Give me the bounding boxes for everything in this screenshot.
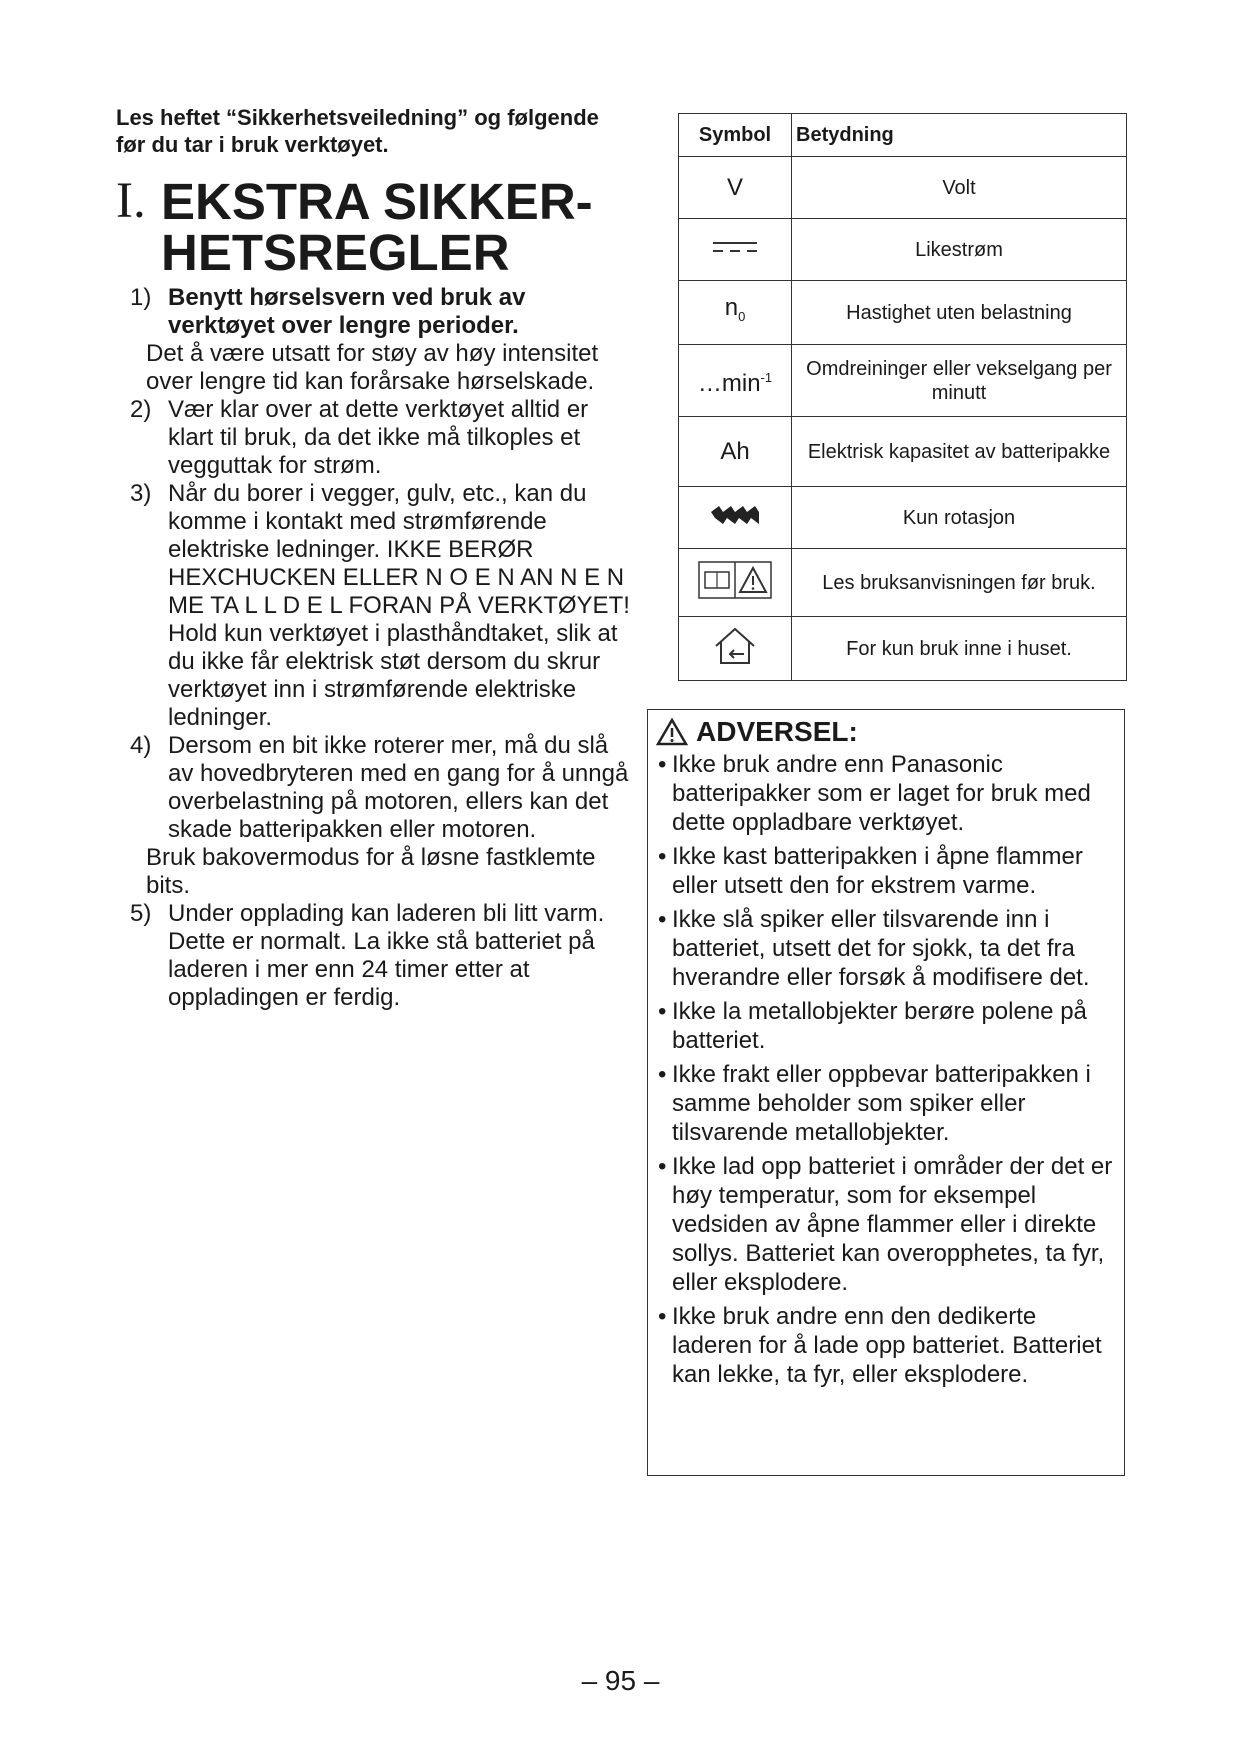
rule-sub: Bruk bakovermodus for å løsne fastklemte bits. xyxy=(146,844,596,899)
meaning: Likestrøm xyxy=(792,219,1127,281)
meaning: Omdreininger eller vekselgang per minutt xyxy=(792,345,1127,417)
rule-text: Når du borer i vegger, gulv, etc., kan du komme i kontakt med strømførende elektriske ledninger. IKKE BERØR HEXCHUCKEN ELLER N O E N AN N E N ME TA L L D E L FORAN PÅ VERKTØYET! Hold kun verktøyet i plasthåndtaket, slik at du ikke får elektrisk støt dersom du skrur verktøyet inn i strømførende elektriske ledninger. xyxy=(168,480,630,731)
warning-item: • Ikke bruk andre enn den dedikerte laderen for å lade opp batteriet. Batteriet kan lekke, ta fyr, eller eksplodere. xyxy=(656,1302,1114,1389)
warning-item: • Ikke lad opp batteriet i områder der det er høy temperatur, som for eksempel vedsiden av åpne flammer eller i direkte sollys. Batteriet kan overopphetes, ta fyr, eller eksplodere. xyxy=(656,1152,1114,1297)
rules-list-2 xyxy=(116,396,631,844)
section-number: I. xyxy=(116,173,146,229)
rule-sub: Det å være utsatt for støy av høy intensitet over lengre tid kan forårsake hørselskade. xyxy=(146,340,599,395)
intro-text: Les heftet “Sikkerhetsveiledning” og følgende før du tar i bruk verktøyet. xyxy=(116,105,599,157)
rule-item: 4) Dersom en bit ikke roterer mer, må du slå av hovedbryteren med en gang for å unngå overbelastning på motoren, ellers kan det skade batteripakken eller motoren. xyxy=(130,732,629,843)
meaning: Kun rotasjon xyxy=(792,487,1127,549)
warning-item: • Ikke slå spiker eller tilsvarende inn i batteriet, utsett det for sjokk, ta det fra hverandre eller forsøk å modifisere det. xyxy=(656,905,1114,992)
warning-triangle-icon xyxy=(656,718,688,746)
warning-list xyxy=(656,750,1114,1389)
meaning: Hastighet uten belastning xyxy=(792,281,1127,345)
rule-text: Vær klar over at dette verktøyet alltid er klart til bruk, da det ikke må tilkoples et vegguttak for strøm. xyxy=(168,396,589,479)
indoor-use-icon xyxy=(679,617,792,681)
rule-item: 5) Under opplading kan laderen bli litt varm. Dette er normalt. La ikke stå batteriet på laderen i mer enn 24 timer etter at oppladingen er ferdig. xyxy=(130,900,605,1011)
meaning: Elektrisk kapasitet av batteripakke xyxy=(792,417,1127,487)
warning-item: • Ikke la metallobjekter berøre polene på batteriet. xyxy=(656,997,1114,1055)
section-title-line2: HETSREGLER xyxy=(161,224,510,281)
rule-text: Dersom en bit ikke roterer mer, må du slå av hovedbryteren med en gang for å unngå overbelastning på motoren, ellers kan det skade batteripakken eller motoren. xyxy=(168,732,629,843)
symbol-ah: Ah xyxy=(679,417,792,487)
warning-heading: ADVERSEL: xyxy=(656,714,1114,750)
page-number: – 95 – xyxy=(581,1665,660,1696)
meaning: For kun bruk inne i huset. xyxy=(792,617,1127,681)
meaning: Volt xyxy=(792,157,1127,219)
rules-list xyxy=(116,284,631,340)
rotation-only-icon xyxy=(679,487,792,549)
symbol-volt: V xyxy=(679,157,792,219)
symbol-table-container xyxy=(678,113,1126,681)
section-heading xyxy=(116,173,631,281)
warning-item: • Ikke kast batteripakken i åpne flammer eller utsett den for ekstrem varme. xyxy=(656,842,1114,900)
warning-item: • Ikke frakt eller oppbevar batteripakken i samme beholder som spiker eller tilsvarende metallobjekter. xyxy=(656,1060,1114,1147)
meaning: Les bruksanvisningen før bruk. xyxy=(792,549,1127,617)
symbol-no-load-speed: $n_0$ xyxy=(679,281,792,345)
header-symbol: Symbol xyxy=(679,114,792,157)
header-meaning: Betydning xyxy=(792,114,1127,157)
read-manual-icon xyxy=(679,549,792,617)
warning-box xyxy=(647,709,1125,1476)
rule-text: Under opplading kan laderen bli litt varm. Dette er normalt. La ikke stå batteriet på laderen i mer enn 24 timer etter at oppladingen er ferdig. xyxy=(168,900,605,1011)
rule-item: 3) Når du borer i vegger, gulv, etc., kan du komme i kontakt med strømførende elektriske ledninger. IKKE BERØR HEXCHUCKEN ELLER N O E N AN N E N ME TA L L D E L FORAN PÅ VERKTØYET! Hold kun verktøyet i plasthåndtaket, slik at du ikke får elektrisk støt dersom du skrur verktøyet inn i strømførende elektriske ledninger. xyxy=(130,480,630,731)
left-column xyxy=(116,104,631,1012)
symbol-table xyxy=(678,113,1127,681)
rule-item: 1) Benytt hørselsvern ved bruk av verktøyet over lengre perioder. xyxy=(130,284,526,339)
warning-item: • Ikke bruk andre enn Panasonic batteripakker som er laget for bruk med dette oppladbare verktøyet. xyxy=(656,750,1114,837)
symbol-rpm: $\dots\min^{-1}$ xyxy=(679,345,792,417)
section-title-line1: EKSTRA SIKKER- xyxy=(161,173,593,230)
rule-bold: Benytt hørselsvern ved bruk av verktøyet over lengre perioder. xyxy=(168,284,526,339)
dc-icon xyxy=(679,219,792,281)
rule-item: 2) Vær klar over at dette verktøyet alltid er klart til bruk, da det ikke må tilkoples et vegguttak for strøm. xyxy=(130,396,589,479)
rules-list-3 xyxy=(116,900,631,1012)
